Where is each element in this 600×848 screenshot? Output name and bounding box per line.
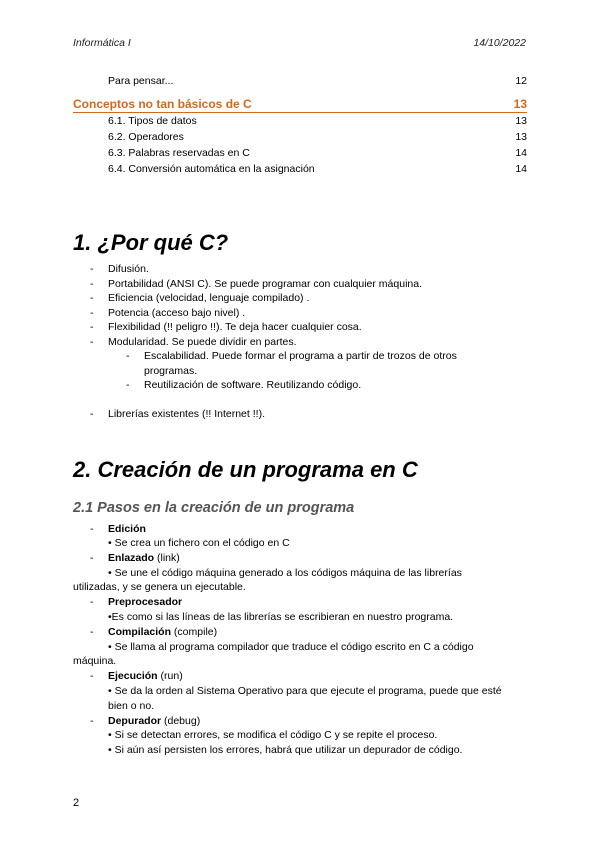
dash-bullet: - bbox=[90, 552, 94, 564]
step-paren: (run) bbox=[157, 670, 183, 682]
toc-entry-label: Para pensar... bbox=[108, 75, 174, 87]
dash-bullet: - bbox=[90, 321, 94, 333]
dash-bullet: - bbox=[90, 715, 94, 727]
step-desc-continuation: máquina. bbox=[73, 655, 117, 667]
toc-entry-label: 6.3. Palabras reservadas en C bbox=[108, 147, 250, 159]
step-desc-continuation: bien o no. bbox=[108, 700, 155, 712]
dash-bullet: - bbox=[90, 278, 94, 290]
list-item-continuation: programas. bbox=[144, 365, 198, 377]
toc-entry-page: 13 bbox=[515, 131, 527, 143]
toc-entry-page: 14 bbox=[515, 147, 527, 159]
list-item-text: Modularidad. Se puede dividir en partes. bbox=[108, 336, 297, 348]
step-desc: • Se une el código máquina generado a los códigos máquina de las librerías bbox=[108, 567, 462, 579]
toc-entry-label: 6.1. Tipos de datos bbox=[108, 115, 197, 127]
dash-bullet: - bbox=[90, 336, 94, 348]
list-item-text: Reutilización de software. Reutilizando código. bbox=[144, 379, 362, 391]
toc-section-page: 13 bbox=[513, 97, 527, 111]
list-item-text: Librerías existentes (!! Internet !!). bbox=[108, 408, 265, 420]
dash-bullet: - bbox=[90, 596, 94, 608]
page-number: 2 bbox=[73, 797, 80, 809]
step-term-line bbox=[108, 625, 217, 640]
step-term: Ejecución bbox=[108, 670, 158, 682]
step-paren: (debug) bbox=[161, 715, 201, 727]
step-desc: •Es como si las líneas de las librerías se escribieran en nuestro programa. bbox=[108, 611, 454, 623]
toc-section-conceptos[interactable] bbox=[73, 97, 527, 113]
step-term: Enlazado bbox=[108, 552, 155, 564]
list-item-text: Escalabilidad. Puede formar el programa a partir de trozos de otros bbox=[144, 350, 457, 362]
toc-section-label: Conceptos no tan básicos de C bbox=[73, 97, 252, 111]
dash-bullet: - bbox=[126, 379, 130, 391]
dash-bullet: - bbox=[90, 523, 94, 535]
dash-bullet: - bbox=[90, 263, 94, 275]
toc-entry-6-2[interactable] bbox=[108, 131, 527, 143]
toc-entry-label: 6.4. Conversión automática en la asignación bbox=[108, 163, 315, 175]
step-desc: • Si aún así persisten los errores, habrá que utilizar un depurador de código. bbox=[108, 744, 463, 756]
section1-title: 1. ¿Por qué C? bbox=[73, 230, 229, 255]
step-paren: (compile) bbox=[171, 626, 218, 638]
step-term-line bbox=[108, 714, 200, 729]
dash-bullet: - bbox=[90, 307, 94, 319]
toc-entry-page: 12 bbox=[515, 75, 527, 87]
toc-entry-label: 6.2. Operadores bbox=[108, 131, 184, 143]
step-desc: • Se da la orden al Sistema Operativo para que ejecute el programa, puede que esté bbox=[108, 685, 502, 697]
step-desc: • Si se detectan errores, se modifica el código C y se repite el proceso. bbox=[108, 729, 438, 741]
toc-entry-para-pensar[interactable] bbox=[108, 75, 527, 87]
list-item-text: Flexibilidad (!! peligro !!). Te deja hacer cualquier cosa. bbox=[108, 321, 362, 333]
step-desc-continuation: utilizadas, y se genera un ejecutable. bbox=[73, 581, 246, 593]
toc-entry-6-4[interactable] bbox=[108, 163, 527, 175]
dash-bullet: - bbox=[90, 626, 94, 638]
toc-entry-page: 13 bbox=[515, 115, 527, 127]
step-term: Compilación bbox=[108, 626, 172, 638]
step-term-line bbox=[108, 551, 180, 566]
toc-entry-6-3[interactable] bbox=[108, 147, 527, 159]
list-item-text: Difusión. bbox=[108, 263, 149, 275]
header-date: 14/10/2022 bbox=[473, 37, 526, 49]
dash-bullet: - bbox=[90, 292, 94, 304]
step-desc: • Se crea un fichero con el código en C bbox=[108, 537, 290, 549]
list-item-text: Eficiencia (velocidad, lenguaje compilado) . bbox=[108, 292, 310, 304]
list-item-text: Potencia (acceso bajo nivel) . bbox=[108, 307, 246, 319]
step-term: Edición bbox=[108, 523, 146, 535]
section2-subtitle: 2.1 Pasos en la creación de un programa bbox=[73, 500, 355, 516]
section2-title: 2. Creación de un programa en C bbox=[73, 457, 418, 482]
toc-entry-page: 14 bbox=[515, 163, 527, 175]
toc-entry-6-1[interactable] bbox=[108, 115, 527, 127]
step-term: Preprocesador bbox=[108, 596, 183, 608]
step-term: Depurador bbox=[108, 715, 162, 727]
header-subject: Informática I bbox=[73, 37, 131, 49]
dash-bullet: - bbox=[126, 350, 130, 362]
list-item-text: Portabilidad (ANSI C). Se puede programar con cualquier máquina. bbox=[108, 278, 423, 290]
step-paren: (link) bbox=[154, 552, 180, 564]
dash-bullet: - bbox=[90, 408, 94, 420]
step-desc: • Se llama al programa compilador que traduce el código escrito en C a código bbox=[108, 641, 474, 653]
step-term-line bbox=[108, 669, 183, 684]
dash-bullet: - bbox=[90, 670, 94, 682]
